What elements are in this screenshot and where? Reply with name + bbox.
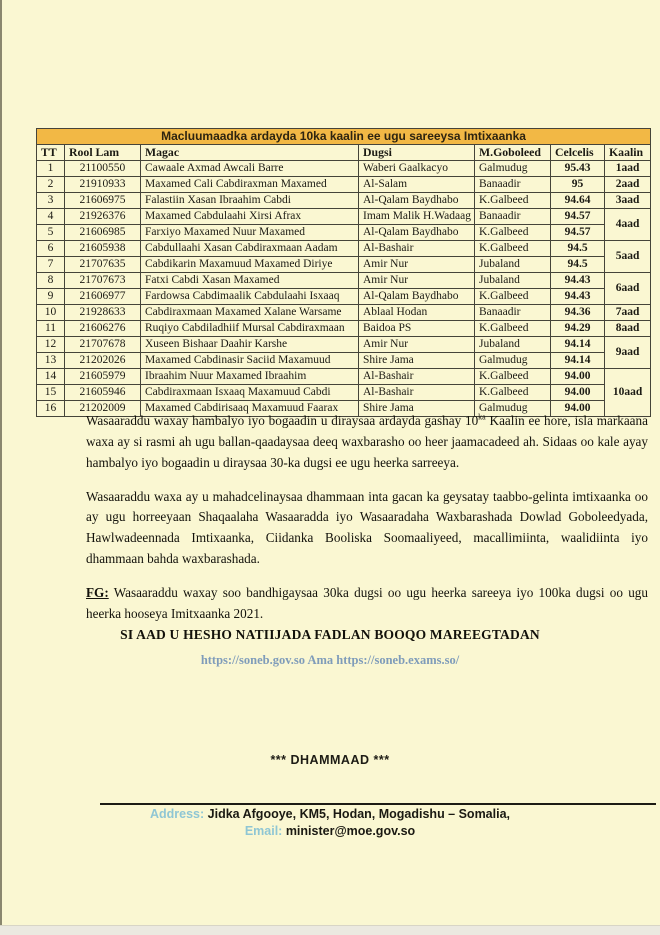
- cell-tt: 14: [37, 369, 65, 385]
- cell-goboleed: Banaadir: [475, 177, 551, 193]
- cell-celcelis: 94.43: [551, 273, 605, 289]
- cell-kaalin: 10aad: [605, 369, 651, 417]
- cell-tt: 16: [37, 401, 65, 417]
- email-label: Email:: [244, 824, 283, 838]
- cell-celcelis: 94.64: [551, 193, 605, 209]
- paragraph-fg: [86, 583, 648, 625]
- cell-tt: 5: [37, 225, 65, 241]
- cell-celcelis: 94.43: [551, 289, 605, 305]
- footer-email: [0, 824, 660, 838]
- cell-dugsi: Al-Salam: [359, 177, 475, 193]
- cell-kaalin: 9aad: [605, 337, 651, 369]
- cell-rool: 21928633: [65, 305, 141, 321]
- cell-tt: 13: [37, 353, 65, 369]
- fg-label: FG:: [86, 585, 109, 601]
- cell-celcelis: 94.14: [551, 353, 605, 369]
- cell-rool: 21606975: [65, 193, 141, 209]
- cell-celcelis: 94.00: [551, 401, 605, 417]
- col-header-magac: Magac: [141, 145, 359, 161]
- cell-rool: 21605979: [65, 369, 141, 385]
- table-row: [37, 369, 651, 385]
- cell-tt: 4: [37, 209, 65, 225]
- paragraph-thanks: Wasaaraddu waxa ay u mahadcelinaysaa dhammaan inta gacan ka geysatay taabbo-gelinta imtixaanka oo ay ugu horreeyaan Shaqaalaha Wasaaradda iyo Wasaaradaha Waxbarashada Dowlad Goboleedyada, Hawlwadeennada Imtixaanka, Ciidanka Booliska Soomaaliyeed, macallimiinta, waalidiinta iyo dhammaan bahda waxbarashada.: [86, 488, 648, 567]
- cell-tt: 10: [37, 305, 65, 321]
- table-row: [37, 337, 651, 353]
- cell-celcelis: 94.14: [551, 337, 605, 353]
- cell-dugsi: Imam Malik H.Wadaag: [359, 209, 475, 225]
- end-marker: *** DHAMMAAD ***: [270, 753, 390, 767]
- cell-magac: Cabdikarin Maxamuud Maxamed Diriye: [141, 257, 359, 273]
- cell-rool: 21707673: [65, 273, 141, 289]
- cell-dugsi: Baidoa PS: [359, 321, 475, 337]
- address-label: Address:: [149, 807, 205, 821]
- table-row: [37, 289, 651, 305]
- results-table: [36, 128, 651, 417]
- cell-dugsi: Amir Nur: [359, 257, 475, 273]
- cell-celcelis: 94.00: [551, 369, 605, 385]
- footer-divider: [100, 803, 656, 805]
- cell-goboleed: Jubaland: [475, 257, 551, 273]
- cell-magac: Xuseen Bishaar Daahir Karshe: [141, 337, 359, 353]
- cell-goboleed: Galmudug: [475, 161, 551, 177]
- cell-dugsi: Al-Qalam Baydhabo: [359, 289, 475, 305]
- cell-dugsi: Amir Nur: [359, 273, 475, 289]
- cell-celcelis: 94.36: [551, 305, 605, 321]
- paragraph-text: Wasaaraddu waxay hambalyo iyo bogaadin u diraysaa ardayda gashay 10: [86, 413, 479, 428]
- cell-tt: 15: [37, 385, 65, 401]
- cell-magac: Maxamed Cali Cabdiraxman Maxamed: [141, 177, 359, 193]
- cell-tt: 2: [37, 177, 65, 193]
- cell-rool: 21100550: [65, 161, 141, 177]
- cell-tt: 7: [37, 257, 65, 273]
- table-row: [37, 353, 651, 369]
- table-row: [37, 209, 651, 225]
- col-header-kaalin: Kaalin: [605, 145, 651, 161]
- cell-magac: Maxamed Cabdulaahi Xirsi Afrax: [141, 209, 359, 225]
- table-row: [37, 257, 651, 273]
- col-header-tt: TT: [37, 145, 65, 161]
- cell-magac: Farxiyo Maxamed Nuur Maxamed: [141, 225, 359, 241]
- table-title: Macluumaadka ardayda 10ka kaalin ee ugu sareeysa Imtixaanka: [37, 129, 651, 145]
- letter-body: [86, 411, 648, 638]
- superscript-ka: ka: [478, 412, 486, 422]
- cell-goboleed: K.Galbeed: [475, 385, 551, 401]
- paragraph-text: Wasaaraddu waxay soo bandhigaysaa 30ka dugsi oo ugu heerka sareeya iyo 100ka dugsi oo ugu heerka hooseya Imitxaanka 2021.: [86, 585, 648, 621]
- cell-rool: 21926376: [65, 209, 141, 225]
- cell-celcelis: 94.00: [551, 385, 605, 401]
- cell-goboleed: K.Galbeed: [475, 225, 551, 241]
- cell-dugsi: Shire Jama: [359, 353, 475, 369]
- col-header-dugsi: Dugsi: [359, 145, 475, 161]
- cell-goboleed: K.Galbeed: [475, 289, 551, 305]
- results-table-body: [37, 161, 651, 417]
- paragraph-text: Kaalin ee hore, isla markaana waxa ay si rasmi ah ugu ballan-qaadaysaa deeq waxbarasho oo heer jaamacadeed ah. Sidaas oo kale ayay hambalyo iyo bogaadin u diraysaa 30-ka dugsi ee ugu heerka sarreeya.: [86, 413, 648, 470]
- table-row: [37, 241, 651, 257]
- cell-kaalin: 8aad: [605, 321, 651, 337]
- email-value: minister@moe.gov.so: [282, 824, 416, 838]
- cell-rool: 21202026: [65, 353, 141, 369]
- cell-tt: 12: [37, 337, 65, 353]
- cell-dugsi: Al-Bashair: [359, 241, 475, 257]
- address-value: Jidka Afgooye, KM5, Hodan, Mogadishu – Somalia,: [204, 807, 511, 821]
- table-row: [37, 161, 651, 177]
- cell-rool: 21707635: [65, 257, 141, 273]
- cell-magac: Ruqiyo Cabdiladhiif Mursal Cabdiraxmaan: [141, 321, 359, 337]
- results-website-links[interactable]: https://soneb.gov.so Ama https://soneb.exams.so/: [200, 653, 460, 667]
- cell-tt: 1: [37, 161, 65, 177]
- col-header-rool-lam: Rool Lam: [65, 145, 141, 161]
- cell-rool: 21605938: [65, 241, 141, 257]
- cell-magac: Fatxi Cabdi Xasan Maxamed: [141, 273, 359, 289]
- paragraph-congrats: [86, 411, 648, 474]
- cell-dugsi: Al-Bashair: [359, 385, 475, 401]
- scan-bottom-edge: [0, 925, 660, 935]
- cell-tt: 11: [37, 321, 65, 337]
- cell-magac: Cawaale Axmad Awcali Barre: [141, 161, 359, 177]
- cell-magac: Cabdiraxmaan Maxamed Xalane Warsame: [141, 305, 359, 321]
- cell-rool: 21707678: [65, 337, 141, 353]
- cell-celcelis: 94.29: [551, 321, 605, 337]
- cell-rool: 21606985: [65, 225, 141, 241]
- cell-rool: 21605946: [65, 385, 141, 401]
- cell-goboleed: Galmudug: [475, 353, 551, 369]
- cell-rool: 21202009: [65, 401, 141, 417]
- cell-rool: 21910933: [65, 177, 141, 193]
- cell-dugsi: Al-Qalam Baydhabo: [359, 193, 475, 209]
- cell-goboleed: K.Galbeed: [475, 241, 551, 257]
- cell-goboleed: Banaadir: [475, 305, 551, 321]
- cell-rool: 21606276: [65, 321, 141, 337]
- results-cta-heading: SI AAD U HESHO NATIIJADA FADLAN BOOQO MAREEGTADAN: [120, 627, 540, 642]
- cell-kaalin: 7aad: [605, 305, 651, 321]
- scan-left-edge: [0, 0, 2, 935]
- cell-kaalin: 4aad: [605, 209, 651, 241]
- cell-tt: 8: [37, 273, 65, 289]
- cell-goboleed: K.Galbeed: [475, 193, 551, 209]
- cell-celcelis: 94.5: [551, 241, 605, 257]
- table-row: [37, 321, 651, 337]
- cell-celcelis: 94.5: [551, 257, 605, 273]
- cell-kaalin: 3aad: [605, 193, 651, 209]
- cell-goboleed: Jubaland: [475, 337, 551, 353]
- cell-dugsi: Al-Qalam Baydhabo: [359, 225, 475, 241]
- col-header-celcelis: Celcelis: [551, 145, 605, 161]
- table-row: [37, 385, 651, 401]
- cell-celcelis: 95.43: [551, 161, 605, 177]
- cell-tt: 9: [37, 289, 65, 305]
- table-row: [37, 193, 651, 209]
- cell-celcelis: 94.57: [551, 209, 605, 225]
- cell-tt: 6: [37, 241, 65, 257]
- table-header-row: [37, 145, 651, 161]
- cell-kaalin: 2aad: [605, 177, 651, 193]
- table-row: [37, 273, 651, 289]
- cell-magac: Maxamed Cabdinasir Saciid Maxamuud: [141, 353, 359, 369]
- table-row: [37, 305, 651, 321]
- cell-goboleed: K.Galbeed: [475, 369, 551, 385]
- cell-magac: Cabdiraxmaan Isxaaq Maxamuud Cabdi: [141, 385, 359, 401]
- cell-magac: Ibraahim Nuur Maxamed Ibraahim: [141, 369, 359, 385]
- cell-kaalin: 5aad: [605, 241, 651, 273]
- table-title-row: [37, 129, 651, 145]
- col-header-goboleed: M.Goboleed: [475, 145, 551, 161]
- cell-dugsi: Waberi Gaalkacyo: [359, 161, 475, 177]
- cell-celcelis: 94.57: [551, 225, 605, 241]
- cell-rool: 21606977: [65, 289, 141, 305]
- cell-goboleed: K.Galbeed: [475, 321, 551, 337]
- cell-tt: 3: [37, 193, 65, 209]
- cell-magac: Maxamed Cabdirisaaq Maxamuud Faarax: [141, 401, 359, 417]
- cell-dugsi: Amir Nur: [359, 337, 475, 353]
- cell-magac: Cabdullaahi Xasan Cabdiraxmaan Aadam: [141, 241, 359, 257]
- cell-kaalin: 6aad: [605, 273, 651, 305]
- cell-magac: Falastiin Xasan Ibraahim Cabdi: [141, 193, 359, 209]
- cell-celcelis: 95: [551, 177, 605, 193]
- cell-goboleed: Banaadir: [475, 209, 551, 225]
- cell-dugsi: Al-Bashair: [359, 369, 475, 385]
- cell-magac: Fardowsa Cabdimaalik Cabdulaahi Isxaaq: [141, 289, 359, 305]
- table-row: [37, 177, 651, 193]
- cell-dugsi: Ablaal Hodan: [359, 305, 475, 321]
- table-row: [37, 225, 651, 241]
- cell-goboleed: Jubaland: [475, 273, 551, 289]
- cell-kaalin: 1aad: [605, 161, 651, 177]
- cell-dugsi: Shire Jama: [359, 401, 475, 417]
- footer-address: [0, 807, 660, 821]
- cell-goboleed: Galmudug: [475, 401, 551, 417]
